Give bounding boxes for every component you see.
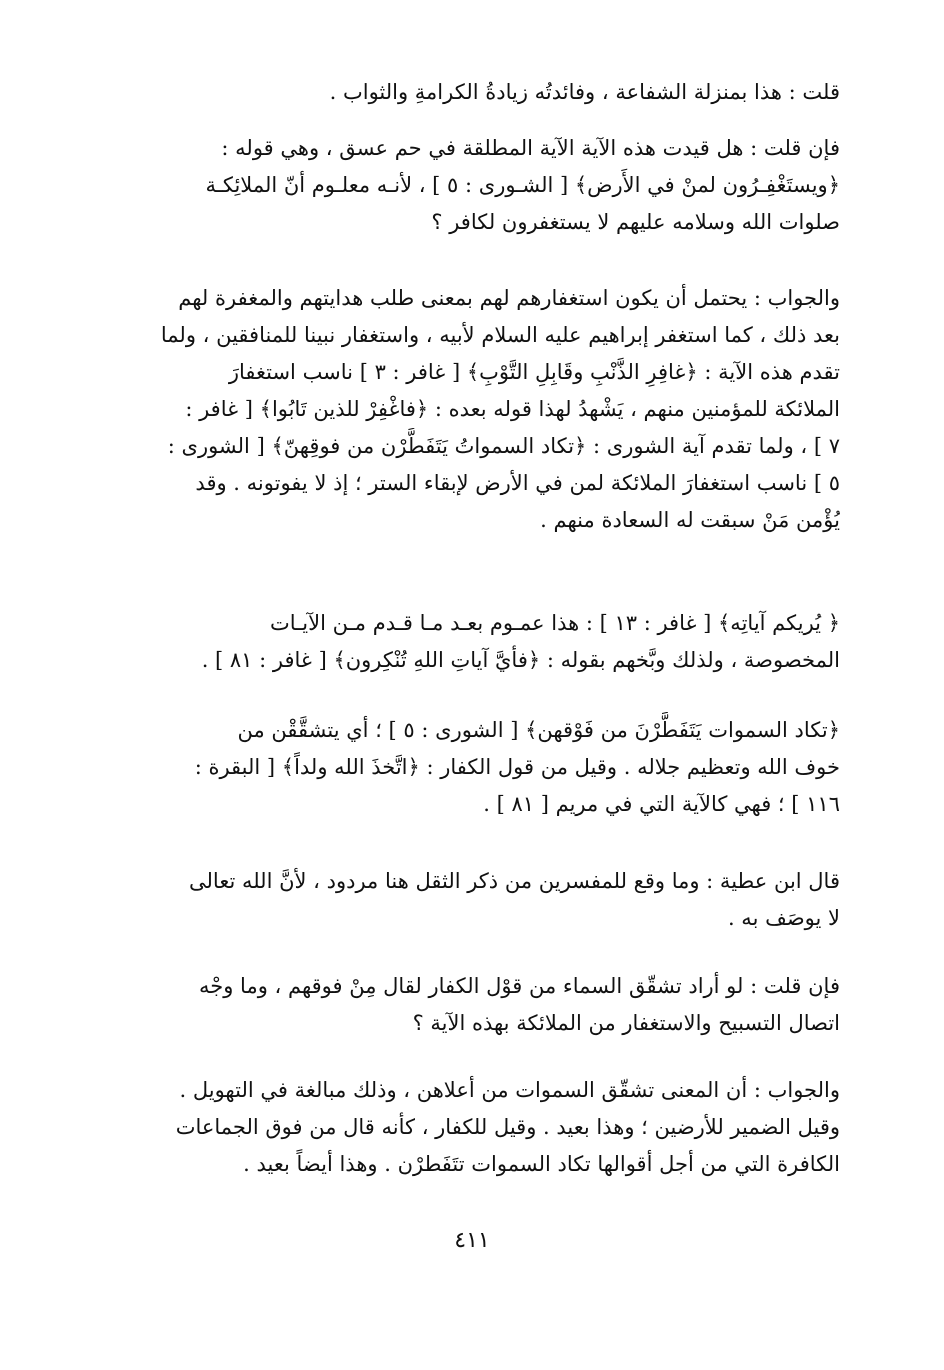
paragraph-8 — [104, 1072, 840, 1183]
text-line: اتصال التسبيح والاستغفار من الملائكة بهذه الآية ؟ — [412, 1011, 840, 1035]
text-line: والجواب : يحتمل أن يكون استغفارهم لهم بمعنى طلب هدايتهم والمغفرة لهم — [178, 286, 840, 310]
text-line: وقيل الضمير للأرضين ؛ وهذا بعيد . وقيل للكفار ، كأنه قال من فوق الجماعات — [175, 1115, 840, 1139]
text-line: المخصوصة ، ولذلك وبَّخهم بقوله : ﴿فأيَّ آياتِ اللهِ تُنْكِرون﴾ [ غافر : ٨١ ] . — [201, 648, 840, 672]
text-line: ٥ ] ناسب استغفارَ الملائكة لمن في الأرض لإبقاء الستر ؛ إذ لا يفوتونه . وقد — [195, 471, 840, 495]
paragraph-4 — [104, 605, 840, 679]
paragraph-1 — [104, 74, 840, 111]
paragraph-5 — [104, 712, 840, 823]
text-line: ١١٦ ] ؛ فهي كالآية التي في مريم [ ٨١ ] . — [483, 792, 840, 816]
text-line: تقدم هذه الآية : ﴿غافِرِ الذَّنْبِ وقَابِلِ التَّوْبِ﴾ [ غافر : ٣ ] ناسب استغفارَ — [228, 360, 840, 384]
text-line: صلوات الله وسلامه عليهم لا يستغفرون لكافر ؟ — [431, 210, 840, 234]
text-line: ﴿ يُريكم آياتِه﴾ [ غافر : ١٣ ] : هذا عمـوم بعـد مـا قـدم مـن الآيـات — [269, 611, 840, 635]
text-line: قال ابن عطية : وما وقع للمفسرين من ذكر الثقل هنا مردود ، لأنَّ الله تعالى — [189, 869, 840, 893]
text-line: قلت : هذا بمنزلة الشفاعة ، وفائدتُه زيادةُ الكرامةِ والثواب . — [329, 80, 840, 104]
text-line: بعد ذلك ، كما استغفر إبراهيم عليه السلام لأبيه ، واستغفار نبينا للمنافقين ، ولما — [160, 323, 840, 347]
text-line: ٧ ] ، ولما تقدم آية الشورى : ﴿تكاد السمواتُ يَتَفَطَّرْن من فوقِهنّ﴾ [ الشورى : — [167, 434, 840, 458]
text-line: ﴿ويستَغْفِـرُون لمنْ في الأَرض﴾ [ الشـورى : ٥ ] ، لأنـه معلـوم أنّ الملائِكـة — [205, 173, 840, 197]
text-line: فإن قلت : لو أراد تشقّق السماء من قوْل الكفار لقال مِنْ فوقهم ، وما وجْه — [199, 974, 840, 998]
text-line: الكافرة التي من أجل أقوالها تكاد السموات تتَفَطرْن . وهذا أيضاً بعيد . — [243, 1152, 840, 1176]
paragraph-7 — [104, 968, 840, 1042]
paragraph-6 — [104, 863, 840, 937]
text-line: ﴿تكاد السموات يَتَفَطَّرْنَ من فَوْقهن﴾ [ الشورى : ٥ ] ؛ أي يتشقَّقْن من — [237, 718, 840, 742]
text-line: الملائكة للمؤمنين منهم ، يَشْهدُ لهذا قوله بعده : ﴿فاغْفِرْ للذين تَابُوا﴾ [ غافر : — [185, 397, 840, 421]
paragraph-3 — [104, 280, 840, 539]
paragraph-2 — [104, 130, 840, 241]
text-line: خوف الله وتعظيم جلاله . وقيل من قول الكفار : ﴿اتَّخذَ الله ولداً﴾ [ البقرة : — [194, 755, 840, 779]
text-line: يُؤْمن مَنْ سبقت له السعادة منهم . — [540, 508, 840, 532]
text-line: لا يوصَف به . — [727, 906, 840, 930]
text-line: والجواب : أن المعنى تشقّق السموات من أعلاهن ، وذلك مبالغة في التهويل . — [179, 1078, 840, 1102]
page-number: ٤١١ — [454, 1228, 490, 1253]
text-line: فإن قلت : هل قيدت هذه الآية الآية المطلقة في حم عسق ، وهي قوله : — [221, 136, 840, 160]
